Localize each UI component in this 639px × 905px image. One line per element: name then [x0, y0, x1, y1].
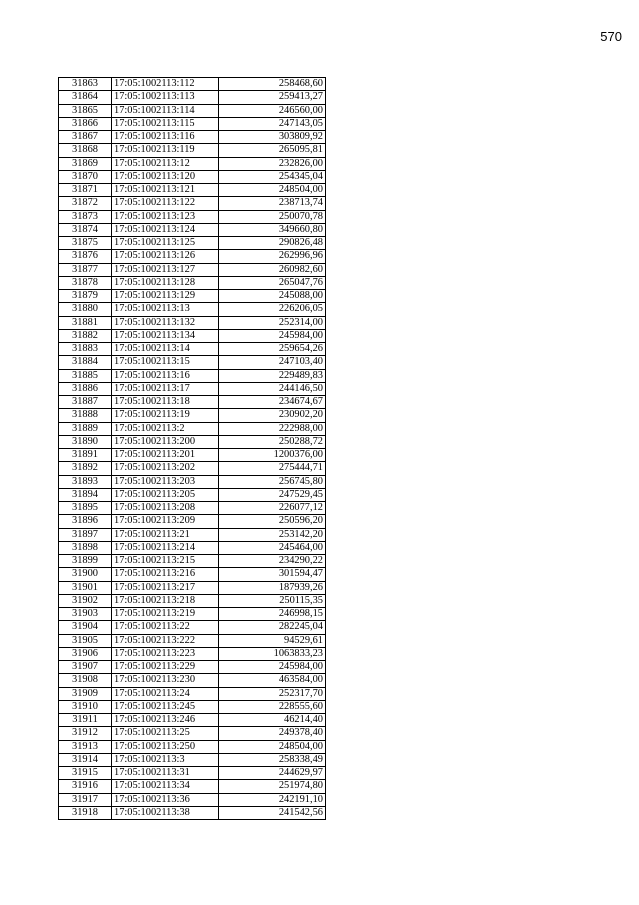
cadastral-number-cell: 17:05:1002113:114	[112, 104, 219, 117]
value-cell: 265095,81	[219, 144, 326, 157]
row-number-cell: 31876	[59, 250, 112, 263]
table-row	[59, 276, 326, 289]
table-row	[59, 806, 326, 819]
cadastral-number-cell: 17:05:1002113:123	[112, 210, 219, 223]
table-row	[59, 541, 326, 554]
cadastral-number-cell: 17:05:1002113:128	[112, 276, 219, 289]
cadastral-number-cell: 17:05:1002113:121	[112, 184, 219, 197]
value-cell: 258338,49	[219, 753, 326, 766]
cadastral-number-cell: 17:05:1002113:129	[112, 290, 219, 303]
table-row	[59, 197, 326, 210]
table-row	[59, 740, 326, 753]
cadastral-number-cell: 17:05:1002113:34	[112, 780, 219, 793]
table-row	[59, 329, 326, 342]
table-row	[59, 422, 326, 435]
cadastral-number-cell: 17:05:1002113:219	[112, 608, 219, 621]
value-cell: 248504,00	[219, 184, 326, 197]
cadastral-number-cell: 17:05:1002113:223	[112, 647, 219, 660]
row-number-cell: 31875	[59, 237, 112, 250]
cadastral-value-table	[58, 77, 326, 820]
table-row	[59, 555, 326, 568]
cadastral-number-cell: 17:05:1002113:24	[112, 687, 219, 700]
row-number-cell: 31912	[59, 727, 112, 740]
table-row	[59, 343, 326, 356]
row-number-cell: 31866	[59, 117, 112, 130]
cadastral-number-cell: 17:05:1002113:201	[112, 449, 219, 462]
row-number-cell: 31904	[59, 621, 112, 634]
table-row	[59, 700, 326, 713]
row-number-cell: 31869	[59, 157, 112, 170]
cadastral-number-cell: 17:05:1002113:200	[112, 435, 219, 448]
row-number-cell: 31905	[59, 634, 112, 647]
value-cell: 253142,20	[219, 528, 326, 541]
value-cell: 1200376,00	[219, 449, 326, 462]
value-cell: 247103,40	[219, 356, 326, 369]
value-cell: 251974,80	[219, 780, 326, 793]
cadastral-number-cell: 17:05:1002113:18	[112, 396, 219, 409]
cadastral-number-cell: 17:05:1002113:229	[112, 661, 219, 674]
cadastral-number-cell: 17:05:1002113:209	[112, 515, 219, 528]
value-cell: 244146,50	[219, 382, 326, 395]
value-cell: 249378,40	[219, 727, 326, 740]
table-row	[59, 250, 326, 263]
cadastral-number-cell: 17:05:1002113:3	[112, 753, 219, 766]
table-row	[59, 382, 326, 395]
row-number-cell: 31902	[59, 594, 112, 607]
value-cell: 226077,12	[219, 502, 326, 515]
table-row	[59, 396, 326, 409]
row-number-cell: 31865	[59, 104, 112, 117]
table-row	[59, 475, 326, 488]
row-number-cell: 31872	[59, 197, 112, 210]
table-row	[59, 621, 326, 634]
table-row	[59, 356, 326, 369]
row-number-cell: 31903	[59, 608, 112, 621]
table-row	[59, 608, 326, 621]
value-cell: 301594,47	[219, 568, 326, 581]
row-number-cell: 31870	[59, 170, 112, 183]
cadastral-number-cell: 17:05:1002113:132	[112, 316, 219, 329]
cadastral-number-cell: 17:05:1002113:125	[112, 237, 219, 250]
table-row	[59, 502, 326, 515]
value-cell: 234674,67	[219, 396, 326, 409]
row-number-cell: 31890	[59, 435, 112, 448]
cadastral-number-cell: 17:05:1002113:230	[112, 674, 219, 687]
row-number-cell: 31901	[59, 581, 112, 594]
row-number-cell: 31884	[59, 356, 112, 369]
row-number-cell: 31879	[59, 290, 112, 303]
value-cell: 1063833,23	[219, 647, 326, 660]
row-number-cell: 31881	[59, 316, 112, 329]
value-cell: 247143,05	[219, 117, 326, 130]
table-row	[59, 237, 326, 250]
table-row	[59, 435, 326, 448]
row-number-cell: 31908	[59, 674, 112, 687]
table-row	[59, 753, 326, 766]
value-cell: 187939,26	[219, 581, 326, 594]
value-cell: 258468,60	[219, 78, 326, 91]
table-row	[59, 290, 326, 303]
value-cell: 222988,00	[219, 422, 326, 435]
table-row	[59, 144, 326, 157]
table-row	[59, 78, 326, 91]
value-cell: 265047,76	[219, 276, 326, 289]
cadastral-number-cell: 17:05:1002113:126	[112, 250, 219, 263]
row-number-cell: 31917	[59, 793, 112, 806]
value-cell: 259413,27	[219, 91, 326, 104]
table-row	[59, 104, 326, 117]
cadastral-number-cell: 17:05:1002113:22	[112, 621, 219, 634]
cadastral-number-cell: 17:05:1002113:124	[112, 223, 219, 236]
row-number-cell: 31864	[59, 91, 112, 104]
table-row	[59, 714, 326, 727]
value-cell: 241542,56	[219, 806, 326, 819]
row-number-cell: 31878	[59, 276, 112, 289]
value-cell: 226206,05	[219, 303, 326, 316]
value-cell: 262996,96	[219, 250, 326, 263]
cadastral-number-cell: 17:05:1002113:112	[112, 78, 219, 91]
value-cell: 229489,83	[219, 369, 326, 382]
value-cell: 228555,60	[219, 700, 326, 713]
row-number-cell: 31913	[59, 740, 112, 753]
cadastral-number-cell: 17:05:1002113:115	[112, 117, 219, 130]
table-row	[59, 687, 326, 700]
cadastral-number-cell: 17:05:1002113:12	[112, 157, 219, 170]
cadastral-number-cell: 17:05:1002113:113	[112, 91, 219, 104]
cadastral-number-cell: 17:05:1002113:246	[112, 714, 219, 727]
cadastral-number-cell: 17:05:1002113:203	[112, 475, 219, 488]
row-number-cell: 31898	[59, 541, 112, 554]
row-number-cell: 31893	[59, 475, 112, 488]
cadastral-number-cell: 17:05:1002113:205	[112, 488, 219, 501]
table-row	[59, 462, 326, 475]
row-number-cell: 31907	[59, 661, 112, 674]
value-cell: 94529,61	[219, 634, 326, 647]
value-cell: 248504,00	[219, 740, 326, 753]
row-number-cell: 31899	[59, 555, 112, 568]
table-row	[59, 767, 326, 780]
table-row	[59, 780, 326, 793]
row-number-cell: 31911	[59, 714, 112, 727]
cadastral-number-cell: 17:05:1002113:208	[112, 502, 219, 515]
row-number-cell: 31894	[59, 488, 112, 501]
cadastral-number-cell: 17:05:1002113:116	[112, 131, 219, 144]
value-cell: 246998,15	[219, 608, 326, 621]
value-cell: 303809,92	[219, 131, 326, 144]
row-number-cell: 31882	[59, 329, 112, 342]
table-row	[59, 515, 326, 528]
table-row	[59, 157, 326, 170]
table-row	[59, 117, 326, 130]
row-number-cell: 31871	[59, 184, 112, 197]
cadastral-number-cell: 17:05:1002113:119	[112, 144, 219, 157]
table-row	[59, 223, 326, 236]
value-cell: 245464,00	[219, 541, 326, 554]
row-number-cell: 31906	[59, 647, 112, 660]
row-number-cell: 31897	[59, 528, 112, 541]
row-number-cell: 31895	[59, 502, 112, 515]
table-row	[59, 91, 326, 104]
row-number-cell: 31892	[59, 462, 112, 475]
cadastral-number-cell: 17:05:1002113:15	[112, 356, 219, 369]
cadastral-number-cell: 17:05:1002113:17	[112, 382, 219, 395]
cadastral-number-cell: 17:05:1002113:202	[112, 462, 219, 475]
value-cell: 250115,35	[219, 594, 326, 607]
table-row	[59, 369, 326, 382]
row-number-cell: 31887	[59, 396, 112, 409]
cadastral-number-cell: 17:05:1002113:218	[112, 594, 219, 607]
table-row	[59, 263, 326, 276]
row-number-cell: 31877	[59, 263, 112, 276]
row-number-cell: 31885	[59, 369, 112, 382]
table-row	[59, 581, 326, 594]
cadastral-number-cell: 17:05:1002113:2	[112, 422, 219, 435]
table-row	[59, 316, 326, 329]
cadastral-number-cell: 17:05:1002113:122	[112, 197, 219, 210]
row-number-cell: 31914	[59, 753, 112, 766]
row-number-cell: 31910	[59, 700, 112, 713]
cadastral-number-cell: 17:05:1002113:16	[112, 369, 219, 382]
value-cell: 252317,70	[219, 687, 326, 700]
value-cell: 252314,00	[219, 316, 326, 329]
value-cell: 247529,45	[219, 488, 326, 501]
table-row	[59, 409, 326, 422]
row-number-cell: 31915	[59, 767, 112, 780]
table-row	[59, 661, 326, 674]
value-cell: 254345,04	[219, 170, 326, 183]
cadastral-number-cell: 17:05:1002113:120	[112, 170, 219, 183]
value-cell: 275444,71	[219, 462, 326, 475]
table-body	[59, 78, 326, 820]
table-row	[59, 184, 326, 197]
table-row	[59, 528, 326, 541]
value-cell: 245088,00	[219, 290, 326, 303]
cadastral-number-cell: 17:05:1002113:217	[112, 581, 219, 594]
table-row	[59, 568, 326, 581]
value-cell: 259654,26	[219, 343, 326, 356]
row-number-cell: 31880	[59, 303, 112, 316]
value-cell: 230902,20	[219, 409, 326, 422]
cadastral-number-cell: 17:05:1002113:14	[112, 343, 219, 356]
table-row	[59, 634, 326, 647]
row-number-cell: 31874	[59, 223, 112, 236]
row-number-cell: 31900	[59, 568, 112, 581]
cadastral-number-cell: 17:05:1002113:250	[112, 740, 219, 753]
value-cell: 234290,22	[219, 555, 326, 568]
table-row	[59, 793, 326, 806]
value-cell: 250070,78	[219, 210, 326, 223]
row-number-cell: 31909	[59, 687, 112, 700]
row-number-cell: 31891	[59, 449, 112, 462]
value-cell: 290826,48	[219, 237, 326, 250]
value-cell: 245984,00	[219, 661, 326, 674]
cadastral-number-cell: 17:05:1002113:134	[112, 329, 219, 342]
table-row	[59, 647, 326, 660]
cadastral-number-cell: 17:05:1002113:31	[112, 767, 219, 780]
table-row	[59, 449, 326, 462]
row-number-cell: 31867	[59, 131, 112, 144]
cadastral-number-cell: 17:05:1002113:245	[112, 700, 219, 713]
row-number-cell: 31863	[59, 78, 112, 91]
value-cell: 250596,20	[219, 515, 326, 528]
value-cell: 250288,72	[219, 435, 326, 448]
cadastral-number-cell: 17:05:1002113:13	[112, 303, 219, 316]
table-row	[59, 131, 326, 144]
value-cell: 246560,00	[219, 104, 326, 117]
cadastral-number-cell: 17:05:1002113:215	[112, 555, 219, 568]
row-number-cell: 31896	[59, 515, 112, 528]
cadastral-number-cell: 17:05:1002113:127	[112, 263, 219, 276]
value-cell: 260982,60	[219, 263, 326, 276]
value-cell: 238713,74	[219, 197, 326, 210]
cadastral-number-cell: 17:05:1002113:214	[112, 541, 219, 554]
row-number-cell: 31883	[59, 343, 112, 356]
table-row	[59, 210, 326, 223]
table-row	[59, 594, 326, 607]
value-cell: 46214,40	[219, 714, 326, 727]
row-number-cell: 31886	[59, 382, 112, 395]
row-number-cell: 31873	[59, 210, 112, 223]
cadastral-number-cell: 17:05:1002113:21	[112, 528, 219, 541]
table-row	[59, 488, 326, 501]
value-cell: 242191,10	[219, 793, 326, 806]
value-cell: 232826,00	[219, 157, 326, 170]
cadastral-number-cell: 17:05:1002113:19	[112, 409, 219, 422]
value-cell: 244629,97	[219, 767, 326, 780]
page-number: 570	[600, 29, 622, 44]
value-cell: 463584,00	[219, 674, 326, 687]
table-row	[59, 727, 326, 740]
table-row	[59, 303, 326, 316]
table-row	[59, 674, 326, 687]
value-cell: 245984,00	[219, 329, 326, 342]
cadastral-number-cell: 17:05:1002113:216	[112, 568, 219, 581]
row-number-cell: 31868	[59, 144, 112, 157]
table-row	[59, 170, 326, 183]
value-cell: 349660,80	[219, 223, 326, 236]
cadastral-number-cell: 17:05:1002113:36	[112, 793, 219, 806]
row-number-cell: 31918	[59, 806, 112, 819]
value-cell: 256745,80	[219, 475, 326, 488]
value-cell: 282245,04	[219, 621, 326, 634]
cadastral-number-cell: 17:05:1002113:25	[112, 727, 219, 740]
cadastral-number-cell: 17:05:1002113:38	[112, 806, 219, 819]
cadastral-number-cell: 17:05:1002113:222	[112, 634, 219, 647]
row-number-cell: 31916	[59, 780, 112, 793]
row-number-cell: 31888	[59, 409, 112, 422]
row-number-cell: 31889	[59, 422, 112, 435]
